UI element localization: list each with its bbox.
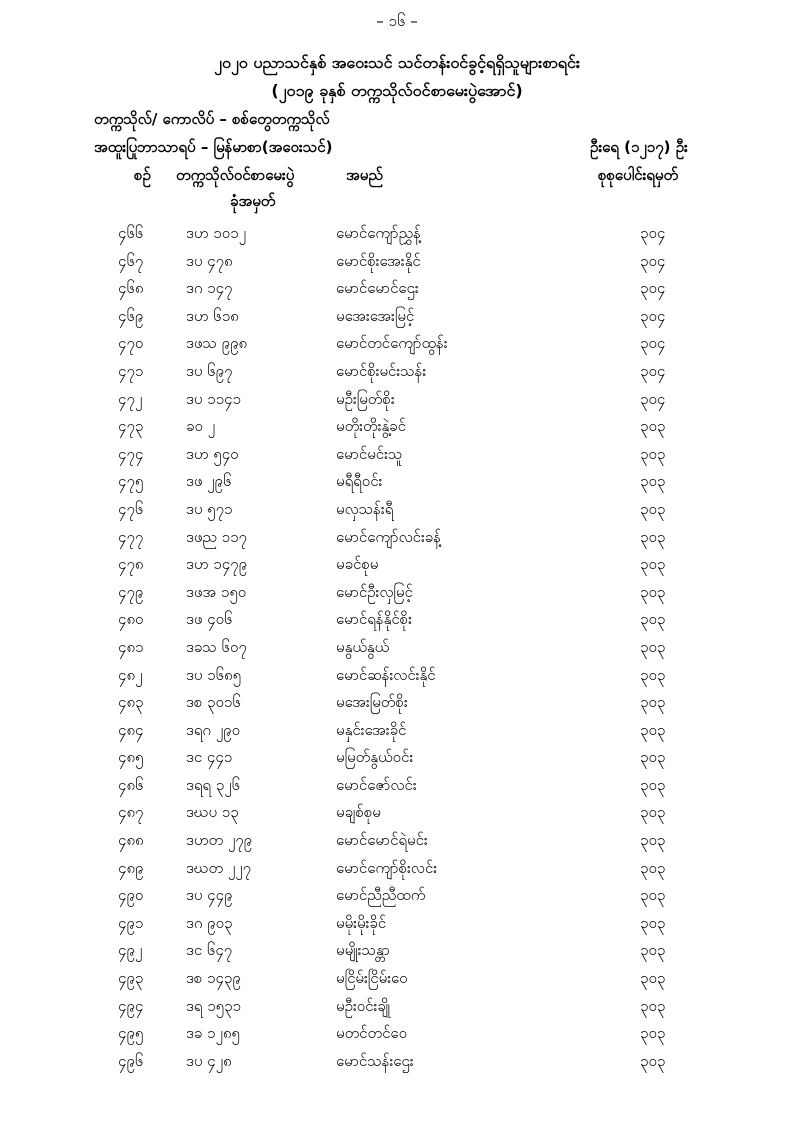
roll-number-cell: ဒပ ၄၇၈ (186, 251, 233, 270)
table-row (0, 441, 794, 469)
serial-cell: ၄၇၈ (118, 555, 144, 574)
serial-cell: ၄၈၃ (118, 693, 144, 712)
serial-cell: ၄၆၉ (118, 306, 144, 325)
roll-number-cell: ဒဖည ၁၁၇ (186, 527, 247, 546)
table-row (0, 772, 794, 800)
name-cell: မတင်တင်ဝေ (336, 1024, 407, 1043)
table-row (0, 634, 794, 662)
marks-cell: ၃၀၄ (640, 306, 666, 325)
table-row (0, 303, 794, 331)
table-row (0, 827, 794, 855)
roll-number-cell: ဒပ ၄၂၈ (186, 1051, 232, 1070)
table-row (0, 248, 794, 276)
table-row (0, 330, 794, 358)
serial-cell: ၄၉၄ (118, 996, 144, 1015)
roll-number-cell: ဒဂ ၉၀၃ (186, 913, 233, 932)
roll-number-cell: ဒပ ၁၁၄၁ (186, 389, 241, 408)
page-number: – ၁၆ – (376, 12, 418, 30)
marks-cell: ၃၀၃ (640, 996, 666, 1015)
table-row (0, 220, 794, 248)
marks-cell: ၃၀၃ (640, 720, 666, 739)
column-header-name: အမည် (346, 166, 383, 184)
column-header-serial: စဉ် (134, 166, 151, 184)
serial-cell: ၄၇၉ (118, 582, 144, 601)
serial-cell: ၄၇၅ (118, 472, 144, 491)
marks-cell: ၃၀၃ (640, 1051, 666, 1070)
name-cell: မငြိမ်းငြိမ်းဝေ (336, 969, 408, 988)
roll-number-cell: ဒဖသ ၉၉၈ (186, 334, 248, 353)
name-cell: မောင်စိုးမင်းသန်း (336, 361, 427, 380)
name-cell: မအေးမြတ်စိုး (336, 693, 408, 712)
marks-cell: ၃၀၃ (640, 582, 666, 601)
name-cell: မောင်မောင်ဌေး (336, 279, 419, 298)
serial-cell: ၄၇၄ (118, 444, 144, 463)
name-cell: မတိုးတိုးနွဲ့ခင် (336, 417, 406, 436)
marks-cell: ၃၀၃ (640, 610, 666, 629)
roll-number-cell: ဒပ ၆၉၇ (186, 361, 233, 380)
marks-cell: ၃၀၃ (640, 637, 666, 656)
table-row (0, 717, 794, 745)
serial-cell: ၄၇၃ (118, 417, 144, 436)
table-row (0, 358, 794, 386)
marks-cell: ၃၀၄ (640, 361, 666, 380)
table-row (0, 606, 794, 634)
major-line: အထူးပြုဘာသာရပ် – မြန်မာစာ(အဝေးသင်) (94, 138, 333, 156)
serial-cell: ၄၈၆ (118, 775, 144, 794)
roll-number-cell: ဒရဂ ၂၉၀ (186, 720, 241, 739)
table-row (0, 799, 794, 827)
roll-number-cell: ဒဟ ၁၄၇၉ (186, 555, 248, 574)
roll-number-cell: ဒဟ ၆၁၈ (186, 306, 239, 325)
serial-cell: ၄၉၀ (118, 886, 144, 905)
serial-cell: ၄၉၂ (118, 941, 143, 960)
marks-cell: ၃၀၃ (640, 969, 666, 988)
name-cell: မောင်ဦးလှမြင့် (336, 582, 413, 601)
serial-cell: ၄၇၀ (118, 334, 144, 353)
name-cell: မောင်ဇော်လင်း (336, 775, 417, 794)
table-row (0, 551, 794, 579)
roll-number-cell: ဒဖ ၂၉၆ (186, 472, 232, 491)
marks-cell: ၃၀၄ (640, 251, 666, 270)
roll-number-cell: ဒဖ ၄၀၆ (186, 610, 233, 629)
name-cell: မဦးဝင်းချို (336, 996, 391, 1015)
marks-cell: ၃၀၄ (640, 224, 666, 242)
table-row (0, 689, 794, 717)
column-header-roll-line2: ခုံအမှတ် (230, 192, 276, 210)
roll-number-cell: ဒဟတ ၂၇၉ (186, 831, 253, 850)
marks-cell: ၃၀၄ (640, 279, 666, 298)
document-subtitle: (၂၀၁၉ ခုနှစ် တက္ကသိုလ်ဝင်စာမေးပွဲအောင်) (271, 81, 523, 100)
name-cell: မောင်စိုးအေးနိုင် (336, 251, 421, 270)
marks-cell: ၃၀၃ (640, 775, 666, 794)
table-row (0, 275, 794, 303)
serial-cell: ၄၈၀ (118, 610, 144, 629)
marks-cell: ၃၀၃ (640, 472, 666, 491)
roll-number-cell: ဒဃတ ၂၂၇ (186, 858, 252, 877)
name-cell: မောင်တင်ကျော်ထွန်း (336, 334, 448, 353)
table-row (0, 937, 794, 965)
name-cell: မောင်ရန်နိုင်စိုး (336, 610, 412, 629)
marks-cell: ၃၀၃ (640, 665, 666, 684)
table-row (0, 1020, 794, 1048)
name-cell: မောင်မောင်ရဲမင်း (336, 831, 428, 850)
roll-number-cell: ဒဟ ၅၄၀ (186, 444, 239, 463)
table-row (0, 468, 794, 496)
roll-number-cell: ဒခ ၁၂၈၅ (186, 1024, 240, 1043)
serial-cell: ၄၈၉ (118, 858, 144, 877)
results-table (0, 220, 794, 1075)
name-cell: မရီရီဝင်း (336, 472, 383, 491)
marks-cell: ၃၀၃ (640, 1024, 666, 1043)
table-row (0, 524, 794, 552)
serial-cell: ၄၆၆ (118, 224, 144, 242)
serial-cell: ၄၈၅ (118, 748, 144, 767)
serial-cell: ၄၈၄ (118, 720, 144, 739)
roll-number-cell: ဒရရ ၃၂၆ (186, 775, 241, 794)
marks-cell: ၃၀၃ (640, 886, 666, 905)
marks-cell: ၃၀၃ (640, 527, 666, 546)
serial-cell: ၄၉၆ (118, 1051, 144, 1070)
marks-cell: ၃၀၄ (640, 334, 666, 353)
marks-cell: ၃၀၃ (640, 941, 666, 960)
name-cell: မနွယ်နွယ် (336, 637, 390, 656)
marks-cell: ၃၀၃ (640, 499, 666, 518)
serial-cell: ၄၇၂ (118, 389, 143, 408)
name-cell: မောင်ညီညီထက် (336, 886, 426, 905)
roll-number-cell: ဒဟ ၁၀၁၂ (186, 224, 246, 242)
column-header-marks: စုစုပေါင်းရမှတ် (598, 166, 679, 184)
marks-cell: ၃၀၃ (640, 693, 666, 712)
serial-cell: ၄၉၃ (118, 969, 144, 988)
total-count: ဦးရေ (၁၂၁၇) ဦး (590, 138, 688, 156)
marks-cell: ၃၀၃ (640, 913, 666, 932)
name-cell: မောင်ကျော်ညွှန့် (336, 224, 421, 242)
column-header-roll: တက္ကသိုလ်ဝင်စာမေးပွဲ (176, 166, 295, 184)
roll-number-cell: ဒစ ၃၀၁၆ (186, 693, 241, 712)
name-cell: မချစ်စုမ (336, 803, 381, 822)
serial-cell: ၄၈၂ (118, 665, 143, 684)
table-row (0, 744, 794, 772)
name-cell: မလှသန်းရီ (336, 499, 394, 518)
serial-cell: ၄၆၇ (118, 251, 144, 270)
roll-number-cell: ဒင ၆၄၇ (186, 941, 233, 960)
table-row (0, 579, 794, 607)
roll-number-cell: ခဝ ၂ (186, 417, 215, 436)
name-cell: မခင်စုမ (336, 555, 379, 574)
roll-number-cell: ဒင ၄၄၁ (186, 748, 233, 767)
roll-number-cell: ဒပ ၅၇၁ (186, 499, 233, 518)
table-row (0, 413, 794, 441)
name-cell: မောင်ဆန်းလင်းနိုင် (336, 665, 436, 684)
document-title: ၂၀၂၀ ပညာသင်နှစ် အဝေးသင် သင်တန်းဝင်ခွင့်ရရှိသူများစာရင်း (214, 53, 580, 72)
marks-cell: ၃၀၃ (640, 748, 666, 767)
marks-cell: ၃၀၃ (640, 444, 666, 463)
table-row (0, 496, 794, 524)
name-cell: မနှင်းအေးခိုင် (336, 720, 407, 739)
table-row (0, 386, 794, 414)
roll-number-cell: ဒစ ၁၄၃၉ (186, 969, 241, 988)
table-row (0, 882, 794, 910)
serial-cell: ၄၉၅ (118, 1024, 144, 1043)
name-cell: မောင်ကျော်လင်းခန့် (336, 527, 441, 546)
table-row (0, 993, 794, 1021)
serial-cell: ၄၈၇ (118, 803, 144, 822)
roll-number-cell: ဒဖအ ၁၅၀ (186, 582, 247, 601)
name-cell: မမြတ်နွယ်ဝင်း (336, 748, 414, 767)
serial-cell: ၄၆၈ (118, 279, 144, 298)
university-line: တက္ကသိုလ်/ ကောလိပ် – စစ်တွေတက္ကသိုလ် (94, 110, 330, 128)
marks-cell: ၃၀၃ (640, 555, 666, 574)
name-cell: မောင်မင်းသူ (336, 444, 403, 463)
name-cell: မောင်ကျော်စိုးလင်း (336, 858, 438, 877)
roll-number-cell: ဒပ ၁၆၈၅ (186, 665, 242, 684)
name-cell: မအေးအေးမြင့် (336, 306, 415, 325)
serial-cell: ၄၇၁ (118, 361, 144, 380)
table-row (0, 662, 794, 690)
roll-number-cell: ဒပ ၄၄၉ (186, 886, 233, 905)
marks-cell: ၃၀၃ (640, 858, 666, 877)
marks-cell: ၃၀၃ (640, 831, 666, 850)
serial-cell: ၄၈၁ (118, 637, 144, 656)
roll-number-cell: ဒဃပ ၁၃ (186, 803, 239, 822)
marks-cell: ၃၀၄ (640, 389, 666, 408)
roll-number-cell: ဒဂ ၁၄၇ (186, 279, 233, 298)
serial-cell: ၄၈၈ (118, 831, 144, 850)
roll-number-cell: ဒခသ ၆၀၇ (186, 637, 247, 656)
table-row (0, 910, 794, 938)
marks-cell: ၃၀၃ (640, 803, 666, 822)
serial-cell: ၄၇၇ (118, 527, 144, 546)
table-row (0, 965, 794, 993)
marks-cell: ၃၀၃ (640, 417, 666, 436)
name-cell: မမိုးမိုးခိုင် (336, 913, 387, 932)
name-cell: မောင်သန်းဌေး (336, 1051, 414, 1070)
serial-cell: ၄၇၆ (118, 499, 144, 518)
table-row (0, 1048, 794, 1076)
roll-number-cell: ဒရ ၁၅၃၁ (186, 996, 241, 1015)
table-row (0, 855, 794, 883)
serial-cell: ၄၉၁ (118, 913, 144, 932)
name-cell: မမျိုးသန္တာ (336, 941, 390, 960)
name-cell: မဦးမြတ်စိုး (336, 389, 395, 408)
